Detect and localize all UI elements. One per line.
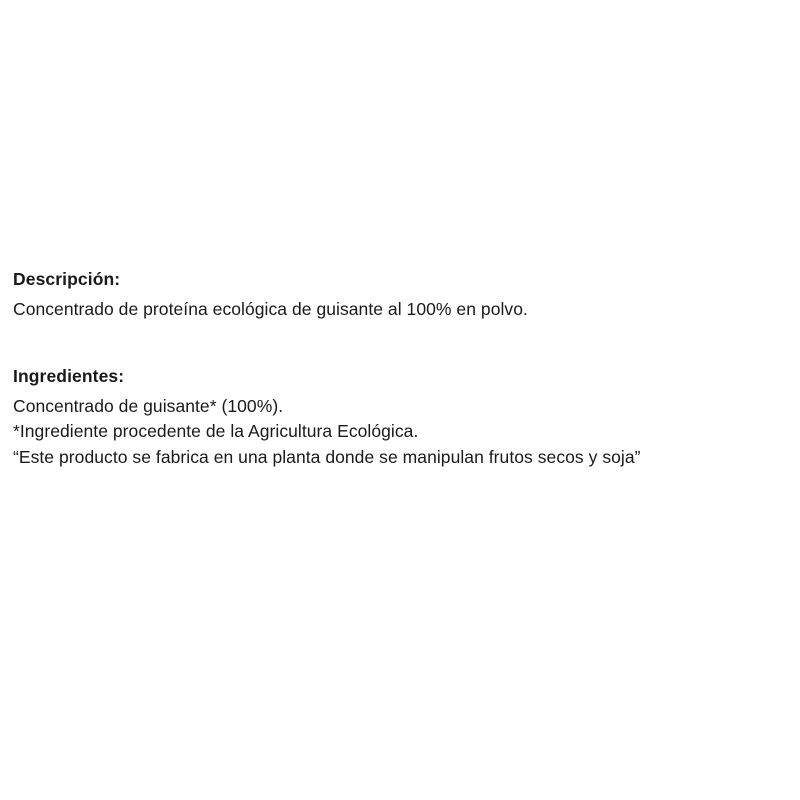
ingredients-body: [13, 394, 773, 471]
ingredients-line-2: *Ingrediente procedente de la Agricultura Ecológica.: [13, 421, 419, 442]
description-section: [13, 268, 773, 323]
description-body: [13, 297, 773, 323]
description-line-1: Concentrado de proteína ecológica de guisante al 100% en polvo.: [13, 299, 528, 320]
description-heading: Descripción:: [13, 269, 121, 289]
product-info-content: [13, 268, 773, 470]
ingredients-line-1: Concentrado de guisante* (100%).: [13, 395, 284, 416]
ingredients-allergen-notice: “Este producto se fabrica en una planta donde se manipulan frutos secos y soja”: [13, 446, 641, 467]
ingredients-section: [13, 365, 773, 471]
ingredients-heading: Ingredientes:: [13, 365, 125, 386]
